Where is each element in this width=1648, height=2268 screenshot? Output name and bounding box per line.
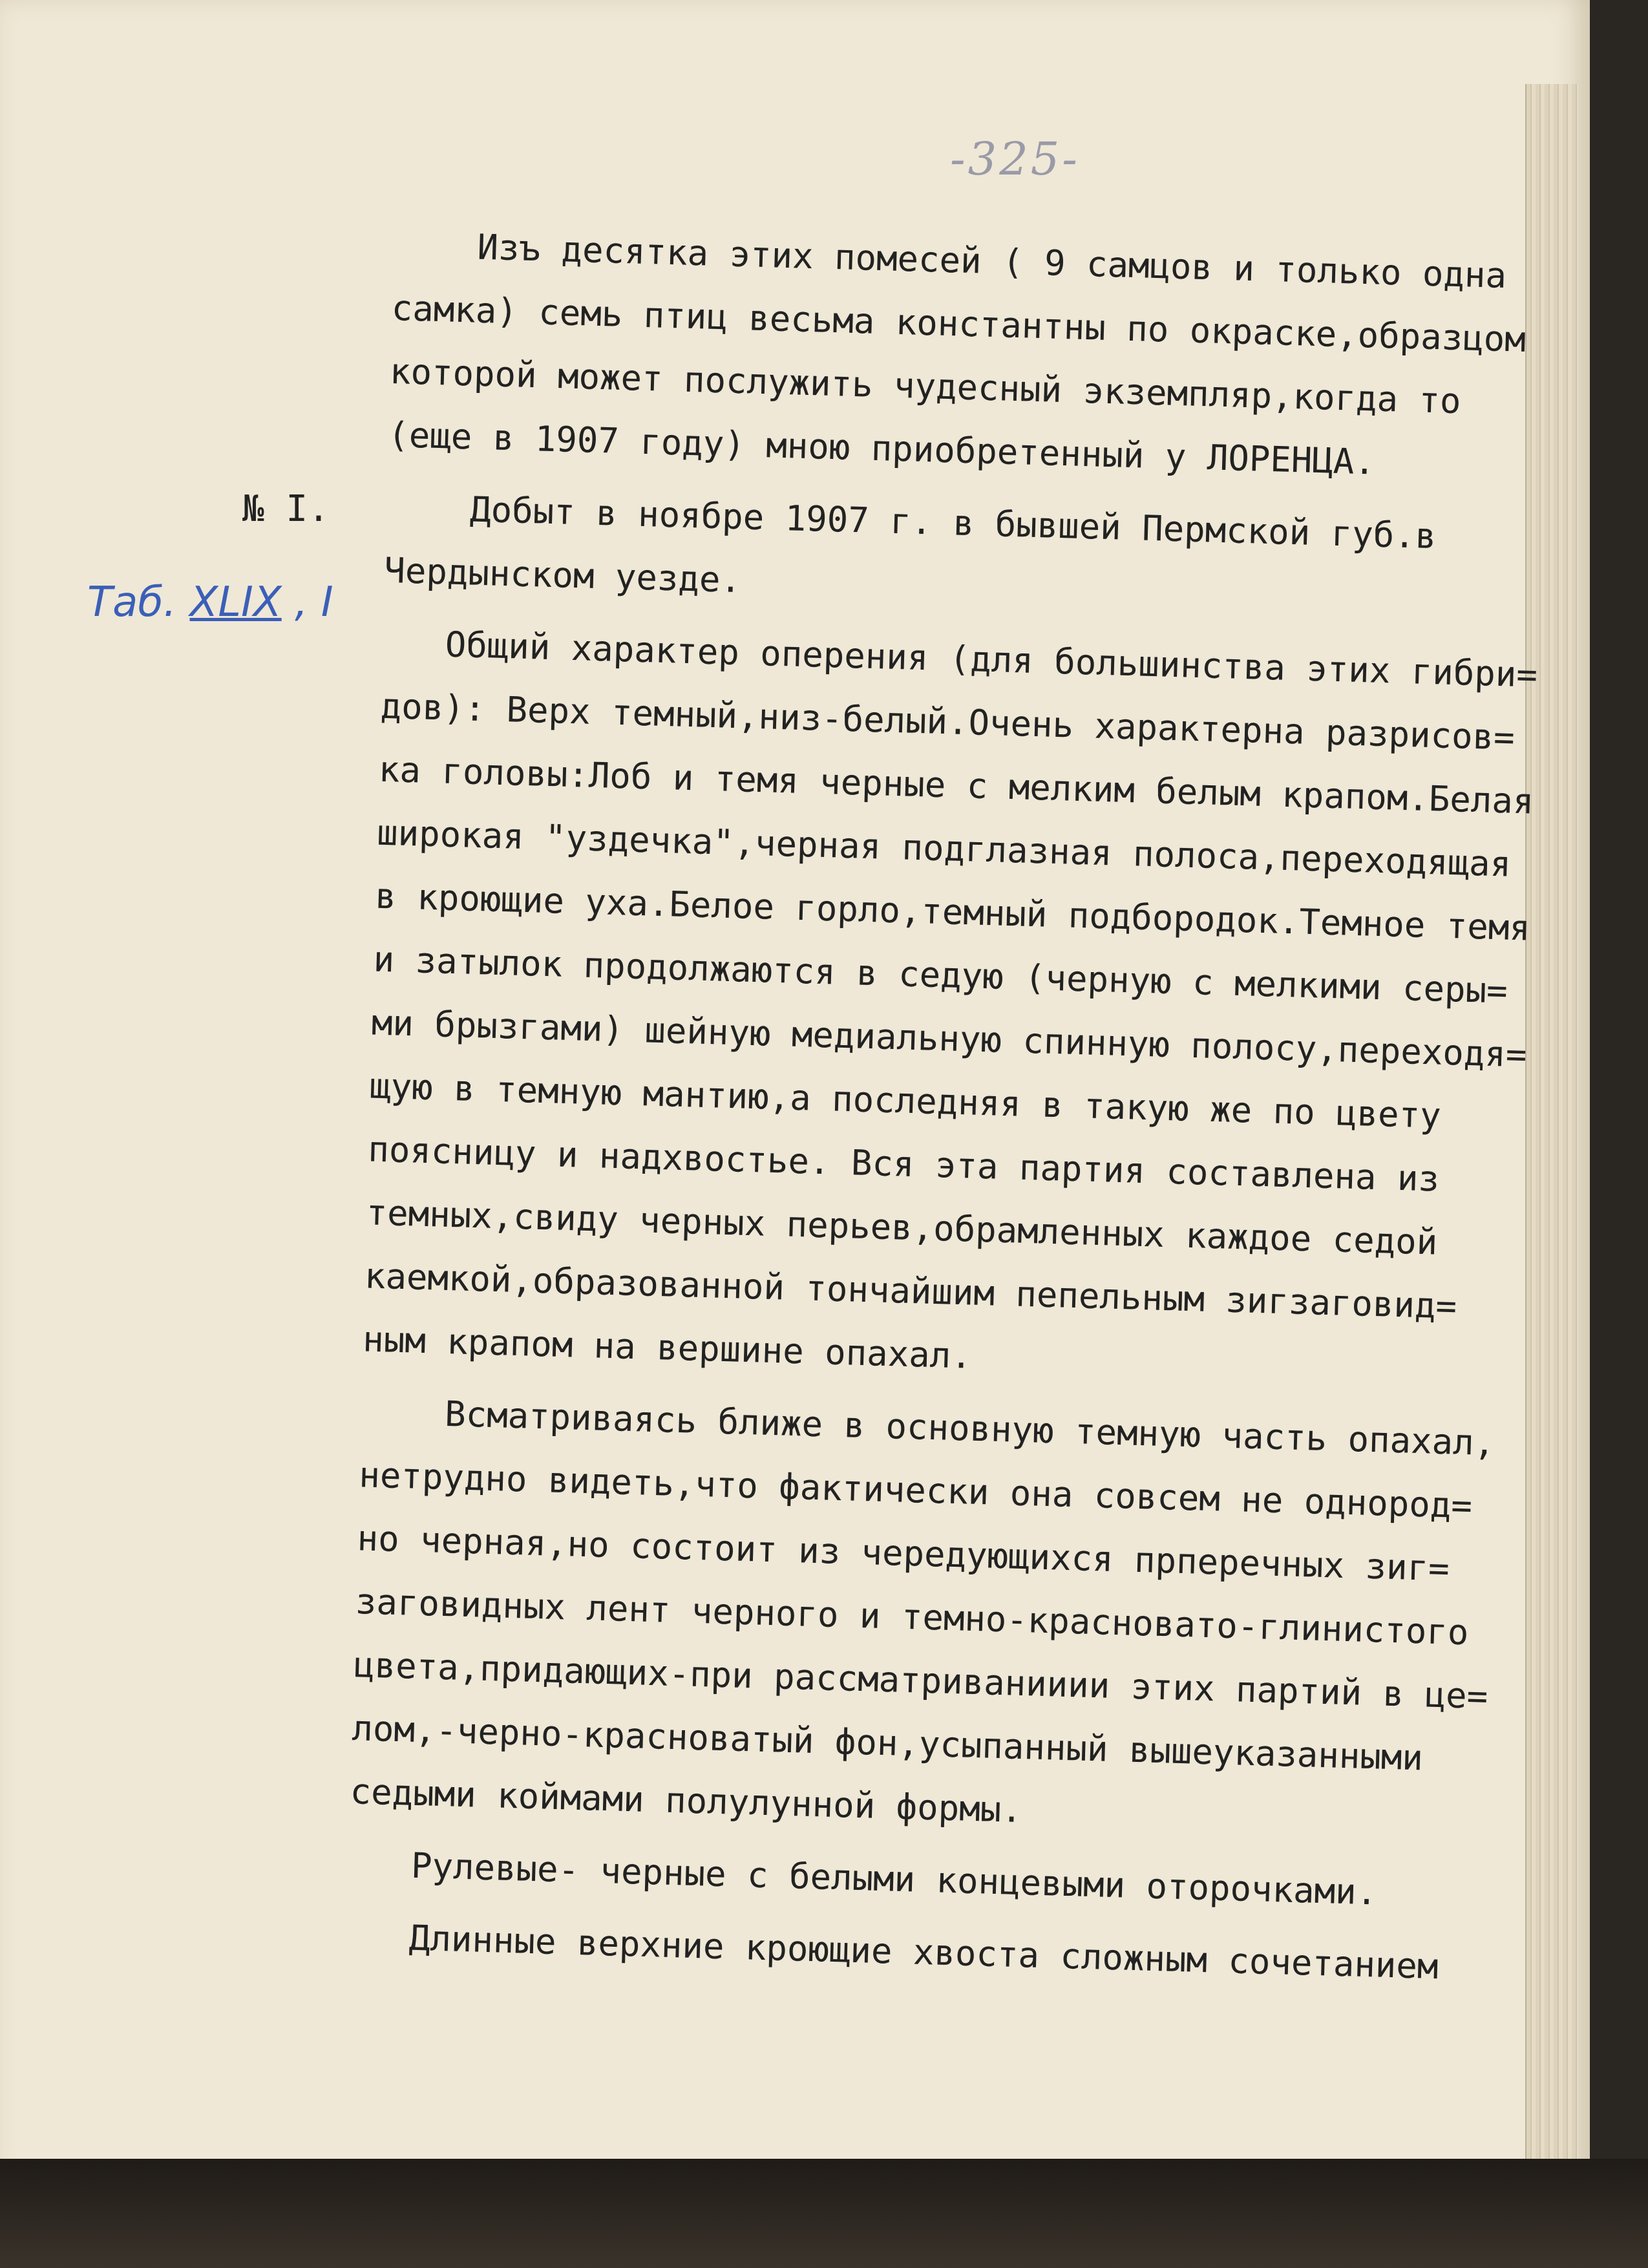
text-line: ным крапом на вершине опахал. — [362, 1319, 973, 1377]
text-line: ми брызгами) шейную медиальную спинную полосу,переходя= — [371, 1002, 1528, 1076]
page-number: -325- — [950, 132, 1080, 185]
plate-roman-numeral: XLIX — [189, 578, 282, 626]
text-line: ка головы:Лоб и темя черные с мелким белым крапом.Белая — [378, 748, 1535, 822]
text-line: Общий характер оперения (для большинства этих гибри= — [381, 622, 1538, 695]
text-line: щую в темную мантию,а последняя в такую же по цвету — [369, 1065, 1442, 1136]
text-line: нетрудно видеть,что фактически она совсем не однород= — [358, 1454, 1473, 1527]
specimen-number: № I. — [242, 488, 330, 530]
text-line: Изъ десятка этих помесей ( 9 самцов и только одна — [392, 224, 1507, 297]
text-line: Всматриваясь ближе в основную темную часть опахал, — [360, 1391, 1496, 1464]
plate-suffix: , I — [295, 578, 333, 626]
text-line: Чердынском уезде. — [383, 549, 742, 601]
plate-reference — [87, 578, 333, 626]
text-line: лом,-черно-красноватый фон,усыпанный вышеуказанными — [351, 1708, 1424, 1779]
text-line: которой может послужить чудесный экземпляр,когда то — [389, 350, 1462, 422]
text-line: поясницу и надхвостье. Вся эта партия составлена из — [367, 1129, 1440, 1200]
text-line: Рулевые- черные с белыми концевыми оторочками. — [347, 1843, 1378, 1913]
text-line: самка) семь птиц весьма константны по окраске,образцом — [391, 287, 1527, 360]
text-line: заговидных лент черного и темно-красновато-глинистого — [355, 1581, 1470, 1653]
scan-background — [0, 2159, 1648, 2268]
text-line: каемкой,образованной тончайшим пепельным зигзаговид= — [364, 1255, 1457, 1327]
text-line: но черная,но состоит из чередующихся прперечных зиг= — [356, 1518, 1450, 1589]
text-line: цвета,придающих-при рассматриванииии этих партий в це= — [353, 1644, 1489, 1717]
text-line: в кроющие уха.Белое горло,темный подбородок.Темное темя — [374, 875, 1531, 949]
typed-body-text — [345, 213, 1647, 2003]
text-line: (еще в 1907 году) мною приобретенный у ЛОРЕНЦА. — [387, 414, 1376, 483]
plate-prefix: Таб. — [87, 578, 177, 626]
text-line: Длинные верхние кроющие хвоста сложным сочетанием — [345, 1915, 1439, 1987]
text-line: широкая "уздечка",черная подглазная полоса,переходящая — [376, 812, 1512, 885]
text-line: темных,свиду черных перьев,обрамленных каждое седой — [365, 1192, 1439, 1263]
text-line: и затылок продолжаются в седую (черную с мелкими серы= — [372, 938, 1508, 1012]
text-line: дов): Верх темный,низ-белый.Очень характерна разрисов= — [379, 685, 1516, 758]
text-line: седыми коймами полулунной формы. — [349, 1771, 1023, 1831]
text-line: Добыт в ноябре 1907 г. в бывшей Пермской губ.в — [385, 486, 1437, 557]
